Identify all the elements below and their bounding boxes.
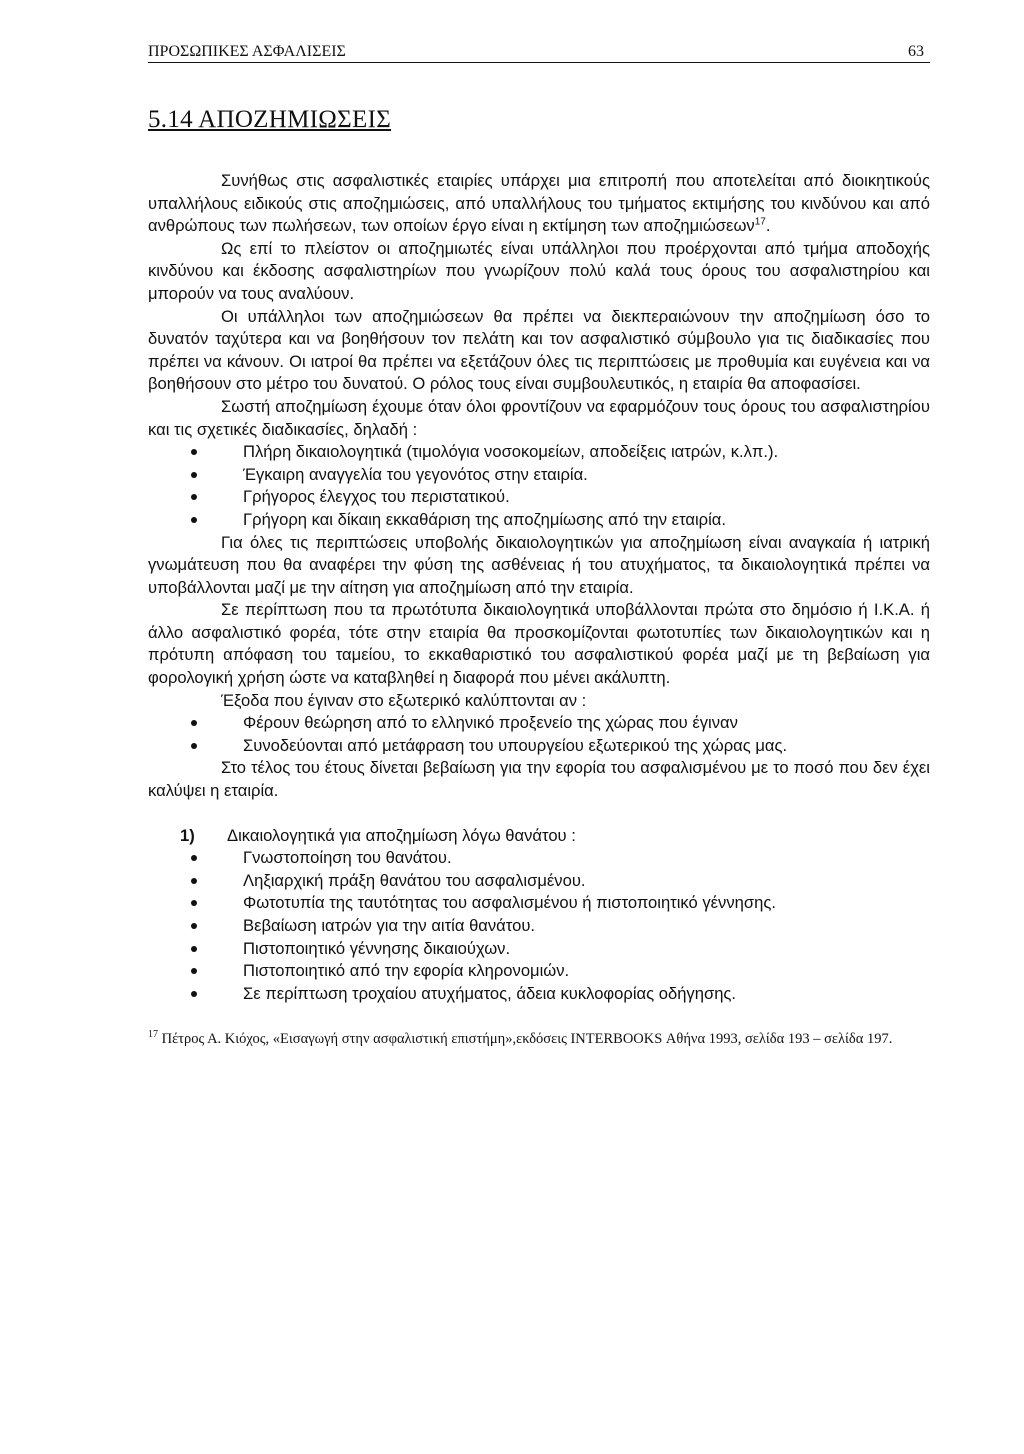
bullet-list-2 xyxy=(148,712,930,757)
paragraph-1: Συνήθως στις ασφαλιστικές εταιρίες υπάρχει μια επιτροπή που αποτελείται από διοικητικούς υπαλλήλους ειδικούς στις αποζημιώσεις, από υπαλλήλους του τμήματος εκτιμήσης του κινδύνου και από ανθρώπους των πωλήσεων, των οποίων έργο είναι η εκτίμηση των αποζημιώσεων$^{17}$. xyxy=(148,171,930,236)
list-item: Βεβαίωση ιατρών για την αιτία θανάτου. xyxy=(148,915,930,938)
bullet-icon xyxy=(191,449,197,455)
section-title: Δικαιολογητικά για αποζημίωση λόγω θανάτου : xyxy=(227,825,576,845)
list-item: Φέρουν θεώρηση από το ελληνικό προξενείο της χώρας που έγιναν xyxy=(148,712,930,735)
page-number: 63 xyxy=(908,43,924,60)
bullet-icon xyxy=(191,968,197,974)
bullet-icon xyxy=(191,946,197,952)
list-item: Γρήγορος έλεγχος του περιστατικού. xyxy=(148,486,930,509)
footnote-ref: 17 xyxy=(754,216,766,228)
bullet-icon xyxy=(191,878,197,884)
bullet-icon xyxy=(191,472,197,478)
list-item: Γρήγορη και δίκαιη εκκαθάριση της αποζημίωσης από την εταιρία. xyxy=(148,509,930,532)
bullet-icon xyxy=(191,720,197,726)
section-heading: 5.14 ΑΠΟΖΗΜΙΩΣΕΙΣ xyxy=(148,106,392,133)
footnote-marker: 17 xyxy=(148,1029,158,1041)
bullet-icon xyxy=(191,743,197,749)
footnote xyxy=(148,1029,930,1050)
list-item: Πιστοποιητικό από την εφορία κληρονομιών. xyxy=(148,960,930,983)
list-item: Πλήρη δικαιολογητικά (τιμολόγια νοσοκομείων, αποδείξεις ιατρών, κ.λπ.). xyxy=(148,441,930,464)
running-header xyxy=(148,40,930,63)
list-item: Έγκαιρη αναγγελία του γεγονότος στην εταιρία. xyxy=(148,464,930,487)
list-item: Ληξιαρχική πράξη θανάτου του ασφαλισμένου. xyxy=(148,870,930,893)
paragraph-2: Ως επί το πλείστον οι αποζημιωτές είναι υπάλληλοι που προέρχονται από τμήμα αποδοχής κινδύνου και έκδοσης ασφαλιστηρίων που γνωρίζουν πολύ καλά τους όρους του ασφαλιστηρίου και μπορούν να τους αναλύουν. xyxy=(148,238,930,303)
bullet-icon xyxy=(191,991,197,997)
footnote-text: Πέτρος Α. Κιόχος, «Εισαγωγή στην ασφαλιστική επιστήμη»,εκδόσεις INTERBOOKS Αθήνα 1993, σελίδα 193 – σελίδα 197. xyxy=(158,1031,893,1048)
paragraph-3: Οι υπάλληλοι των αποζημιώσεων θα πρέπει να διεκπεραιώνουν την αποζημίωση όσο το δυνατόν ταχύτερα και να βοηθήσουν τον πελάτη και τον ασφαλιστικό σύμβουλο για τις διαδικασίες που πρέπει να κάνουν. Οι ιατροί θα πρέπει να εξετάζουν όλες τις περιπτώσεις με προθυμία και ευγένεια και να βοηθήσουν στο μέτρο του δυνατού. Ο ρόλος τους είναι συμβουλευτικός, η εταιρία θα αποφασίσει. xyxy=(148,306,930,394)
bullet-icon xyxy=(191,855,197,861)
bullet-icon xyxy=(191,494,197,500)
section-number: 1) xyxy=(180,825,195,845)
paragraph-4: Σωστή αποζημίωση έχουμε όταν όλοι φροντίζουν να εφαρμόζουν τους όρους του ασφαλιστηρίου και τις σχετικές διαδικασίες, δηλαδή : xyxy=(148,396,930,439)
list-item: Συνοδεύονται από μετάφραση του υπουργείου εξωτερικού της χώρας μας. xyxy=(148,735,930,758)
bullet-list-3 xyxy=(148,847,930,1005)
list-item: Φωτοτυπία της ταυτότητας του ασφαλισμένου ή πιστοποιητικό γέννησης. xyxy=(148,892,930,915)
list-item: Σε περίπτωση τροχαίου ατυχήματος, άδεια κυκλοφορίας οδήγησης. xyxy=(148,983,930,1006)
paragraph-6: Σε περίπτωση που τα πρωτότυπα δικαιολογητικά υποβάλλονται πρώτα στο δημόσιο ή Ι.Κ.Α. ή άλλο ασφαλιστικό φορέα, τότε στην εταιρία θα προσκομίζονται φωτοτυπίες των δικαιολογητικών και η πρότυπη απόφαση του ταμείου, το εκκαθαριστικό του ασφαλιστικού φορέα μαζί με τη βεβαίωση για φορολογική χρήση ώστε να καταβληθεί η διαφορά που μένει ακάλυπτη. xyxy=(148,600,930,688)
paragraph-5: Για όλες τις περιπτώσεις υποβολής δικαιολογητικών για αποζημίωση είναι αναγκαία ή ιατρική γνωμάτευση που θα αναφέρει την φύση της ασθένειας ή του ατυχήματος, τα δικαιολογητικά πρέπει να υποβάλλονται μαζί με την αίτηση για αποζημίωση από την εταιρία. xyxy=(148,532,930,597)
bullet-list-1 xyxy=(148,441,930,531)
paragraph-8: Στο τέλος του έτους δίνεται βεβαίωση για την εφορία του ασφαλισμένου με το ποσό που δεν έχει καλύψει η εταιρία. xyxy=(148,758,930,801)
header-title: ΠΡΟΣΩΠΙΚΕΣ ΑΣΦΑΛΙΣΕΙΣ xyxy=(148,43,346,60)
list-item: Γνωστοποίηση του θανάτου. xyxy=(148,847,930,870)
bullet-icon xyxy=(191,517,197,523)
list-item: Πιστοποιητικό γέννησης δικαιούχων. xyxy=(148,938,930,961)
bullet-icon xyxy=(191,900,197,906)
document-body xyxy=(148,170,930,1050)
paragraph-7: Έξοδα που έγιναν στο εξωτερικό καλύπτονται αν : xyxy=(221,690,587,710)
bullet-icon xyxy=(191,923,197,929)
numbered-section-1 xyxy=(148,825,930,848)
